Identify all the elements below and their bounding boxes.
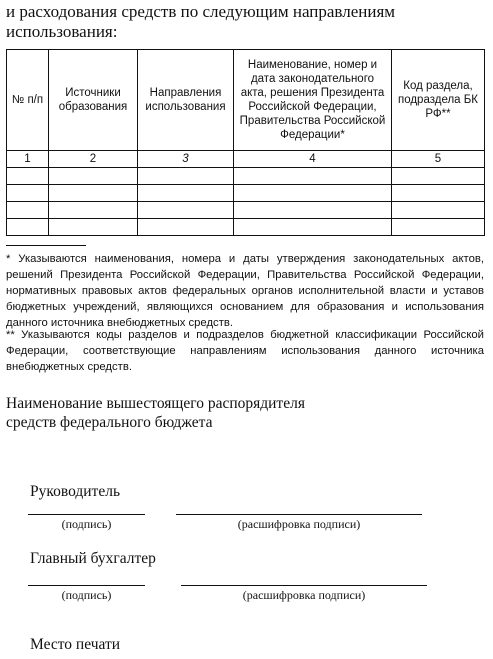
col-number-3: 3 — [138, 151, 234, 168]
footnote-1: * Указываются наименования, номера и даты утверждения законодательных актов, решений Президента Российской Федерации, Правительства Российской Федерации, нормативных правовых актов федеральных органов исполнительной власти и уставов бюджетных учреждений, являющихся основанием для образования и использования данного источника внебюджетных средств. — [6, 253, 484, 329]
col-number-5: 5 — [392, 151, 485, 168]
table-row — [7, 219, 485, 236]
header-budget-code: Код раздела, подраздела БК РФ** — [392, 50, 485, 151]
table-row — [7, 185, 485, 202]
col-number-4: 4 — [234, 151, 392, 168]
footnote-separator — [6, 245, 86, 246]
col-number-2: 2 — [49, 151, 138, 168]
head-label: Руководитель — [30, 483, 121, 500]
header-directions: Направления использования — [138, 50, 234, 151]
footnote-2: ** Указываются коды разделов и подразделов бюджетной классификации Российской Федерации, соответствующие направлениям использования данного источника внебюджетных средств. — [6, 329, 484, 373]
seal-label: Место печати — [30, 636, 121, 653]
col-number-1: 1 — [7, 151, 49, 168]
accountant-label: Главный бухгалтер — [30, 550, 156, 567]
accountant-signature-line — [28, 585, 145, 586]
table-row — [7, 168, 485, 185]
accountant-decoding-line — [181, 585, 427, 586]
accountant-decoding-caption: (расшифровка подписи) — [242, 588, 366, 602]
table-header-row — [7, 50, 485, 151]
head-decoding-line — [176, 514, 422, 515]
head-signature-caption: (подпись) — [61, 517, 112, 531]
header-number: № п/п — [7, 50, 49, 151]
head-signature-line — [28, 514, 145, 515]
accountant-signature-caption: (подпись) — [61, 588, 112, 602]
table-numbering-row — [7, 151, 485, 168]
directions-table — [6, 49, 485, 236]
intro-text: и расходования средств по следующим направлениям использования: — [6, 2, 396, 41]
header-legal-act: Наименование, номер и дата законодательного акта, решения Президента Российской Федерации, Правительства Российской Федерации* — [234, 50, 392, 151]
org-label: Наименование вышестоящего распорядителя средств федерального бюджета — [6, 395, 305, 431]
table-row — [7, 202, 485, 219]
head-decoding-caption: (расшифровка подписи) — [237, 517, 361, 531]
header-sources: Источники образования — [49, 50, 138, 151]
